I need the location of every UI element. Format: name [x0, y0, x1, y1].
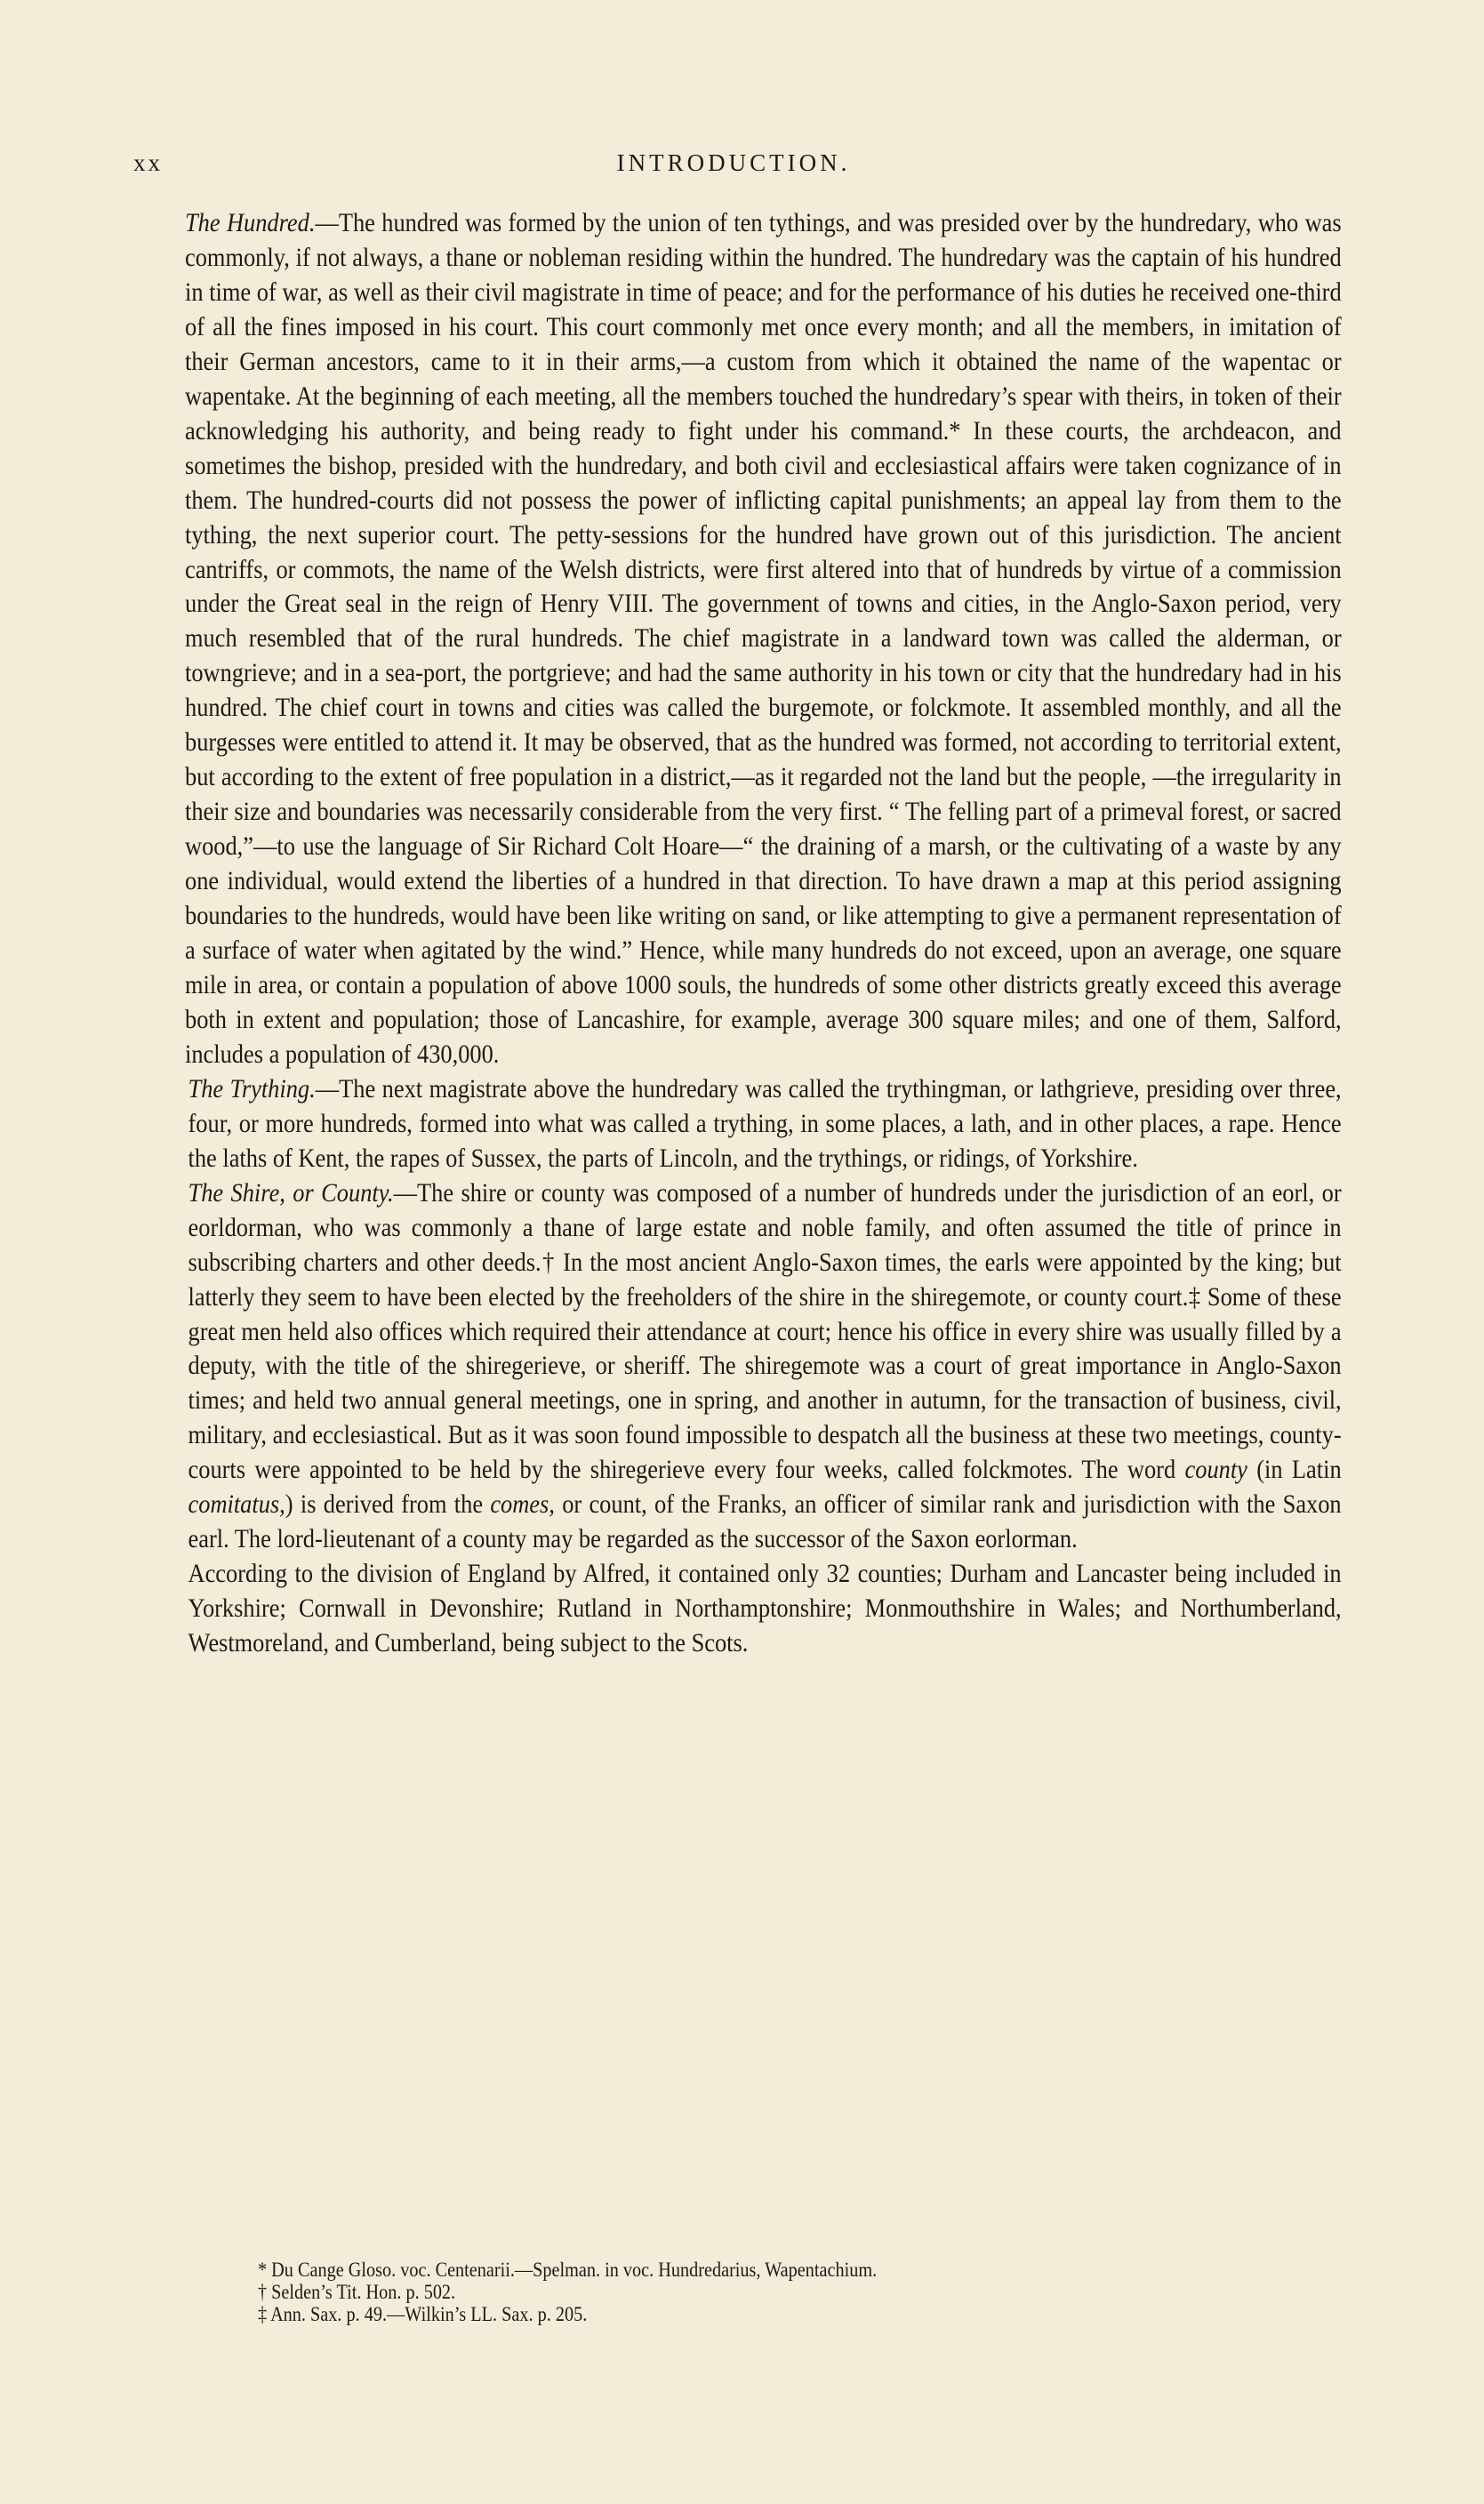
paragraph-shire: [185, 1176, 1342, 1557]
body-text: [185, 206, 1342, 1661]
paragraph-hundred-text: —The hundred was formed by the union of ten tythings, and was presided over by the hundredary, who was commonly, if not always, a thane or nobleman residing within the hundred. The hundredary was the captain of his hundred in time of war, as well as their civil magistrate in time of peace; and for the performance of his duties he received one-third of all the fines imposed in his court. This court commonly met once every month; and all the members, in imitation of their German ancestors, came to it in their arms,—a custom from which it obtained the name of the wapentac or wapentake. At the beginning of each meeting, all the members touched the hundredary’s spear with theirs, in token of their acknowledging his authority, and being ready to fight under his command.* In these courts, the archdeacon, and sometimes the bishop, presided with the hundredary, and both civil and ecclesiastical affairs were taken cognizance of in them. The hundred-courts did not possess the power of inflicting capital punishments; an appeal lay from them to the tything, the next superior court. The petty-sessions for the hundred have grown out of this jurisdiction. The ancient cantriffs, or commots, the name of the Welsh districts, were first altered into that of hundreds by virtue of a commission under the Great seal in the reign of Henry VIII. The government of towns and cities, in the Anglo-Saxon period, very much resembled that of the rural hundreds. The chief magistrate in a landward town was called the alderman, or towngrieve; and in a sea-port, the portgrieve; and had the same authority in his town or city that the hundredary had in his hundred. The chief court in towns and cities was called the burgemote, or folckmote. It assembled monthly, and all the burgesses were entitled to attend it. It may be observed, that as the hundred was formed, not according to territorial extent, but according to the extent of free population in a district,—as it regarded not the land but the people, —the irregularity in their size and boundaries was necessarily considerable from the very first. “ The felling part of a primeval forest, or sacred wood,”—to use the language of Sir Richard Colt Hoare—“ the draining of a marsh, or the cultivating of a waste by any one individual, would extend the liberties of a hundred in that direction. To have drawn a map at this period assigning boundaries to the hundreds, would have been like writing on sand, or like attempting to give a permanent representation of a surface of water when agitated by the wind.” Hence, while many hundreds do not exceed, upon an average, one square mile in area, or contain a population of above 1000 souls, the hundreds of some other districts greatly exceed this average both in extent and population; those of Lancashire, for example, average 300 square miles; and one of them, Salford, includes a population of 430,000.: [185, 208, 1342, 1069]
paragraph-trything-text: —The next magistrate above the hundredary was called the trythingman, or lathgrieve, presiding over three, four, or more hundreds, formed into what was called a trything, in some places, a lath, and in other places, a rape. Hence the laths of Kent, the rapes of Sussex, the parts of Lincoln, and the trythings, or ridings, of Yorkshire.: [188, 1073, 1342, 1173]
paragraph-shire-text-c: ) is derived from the: [285, 1489, 491, 1520]
word-county: county: [1184, 1455, 1247, 1485]
paragraph-shire-text-b: (in Latin: [1247, 1455, 1342, 1485]
footnote-2: † Selden’s Tit. Hon. p. 502.: [258, 2281, 456, 2303]
paragraph-trything: [185, 1072, 1342, 1176]
section-heading-shire: The Shire, or County.: [188, 1177, 394, 1208]
footnote-3: ‡ Ann. Sax. p. 49.—Wilkin’s LL. Sax. p. 205.: [258, 2303, 588, 2325]
paragraph-shire-text-d: or count, of the Franks, an officer of similar rank and jurisdiction with the Saxon earl. The lord-lieutenant of a county may be regarded as the successor of the Saxon eorlorman.: [188, 1489, 1342, 1554]
section-heading-trything: The Trything.: [188, 1073, 316, 1104]
running-title: INTRODUCTION.: [616, 149, 851, 176]
footnote-1: * Du Cange Gloso. voc. Centenarii.—Spelman. in voc. Hundredarius, Wapentachium.: [258, 2259, 878, 2281]
page-number: xx: [133, 149, 163, 176]
word-comes: comes,: [490, 1489, 555, 1520]
running-head: [133, 149, 1334, 185]
paragraph-hundred: [185, 206, 1342, 1072]
paragraph-shire-text-a: —The shire or county was composed of a number of hundreds under the jurisdiction of an eorl, or eorldorman, who was commonly a thane of large estate and noble family, and often assumed the title of prince in subscribing charters and other deeds.† In the most ancient Anglo-Saxon times, the earls were appointed by the king; but latterly they seem to have been elected by the freeholders of the shire in the shiregemote, or county court.‡ Some of these great men held also offices which required their attendance at court; hence his office in every shire was usually filled by a deputy, with the title of the shiregerieve, or sheriff. The shiregemote was a court of great importance in Anglo-Saxon times; and held two annual general meetings, one in spring, and another in autumn, for the transaction of business, civil, military, and ecclesiastical. But as it was soon found impossible to despatch all the business at these two meetings, county-courts were appointed to be held by the shiregerieve every four weeks, called folckmotes. The word: [188, 1177, 1342, 1485]
paragraph-counties: According to the division of England by Alfred, it contained only 32 counties; Durham and Lancaster being included in Yorkshire; Cornwall in Devonshire; Rutland in Northamptonshire; Monmouthshire in Wales; and Northumberland, Westmoreland, and Cumberland, being subject to the Scots.: [188, 1559, 1342, 1658]
word-comitatus: comitatus,: [188, 1489, 285, 1520]
section-heading-hundred: The Hundred.: [185, 208, 316, 237]
footnotes: [258, 2259, 1392, 2325]
